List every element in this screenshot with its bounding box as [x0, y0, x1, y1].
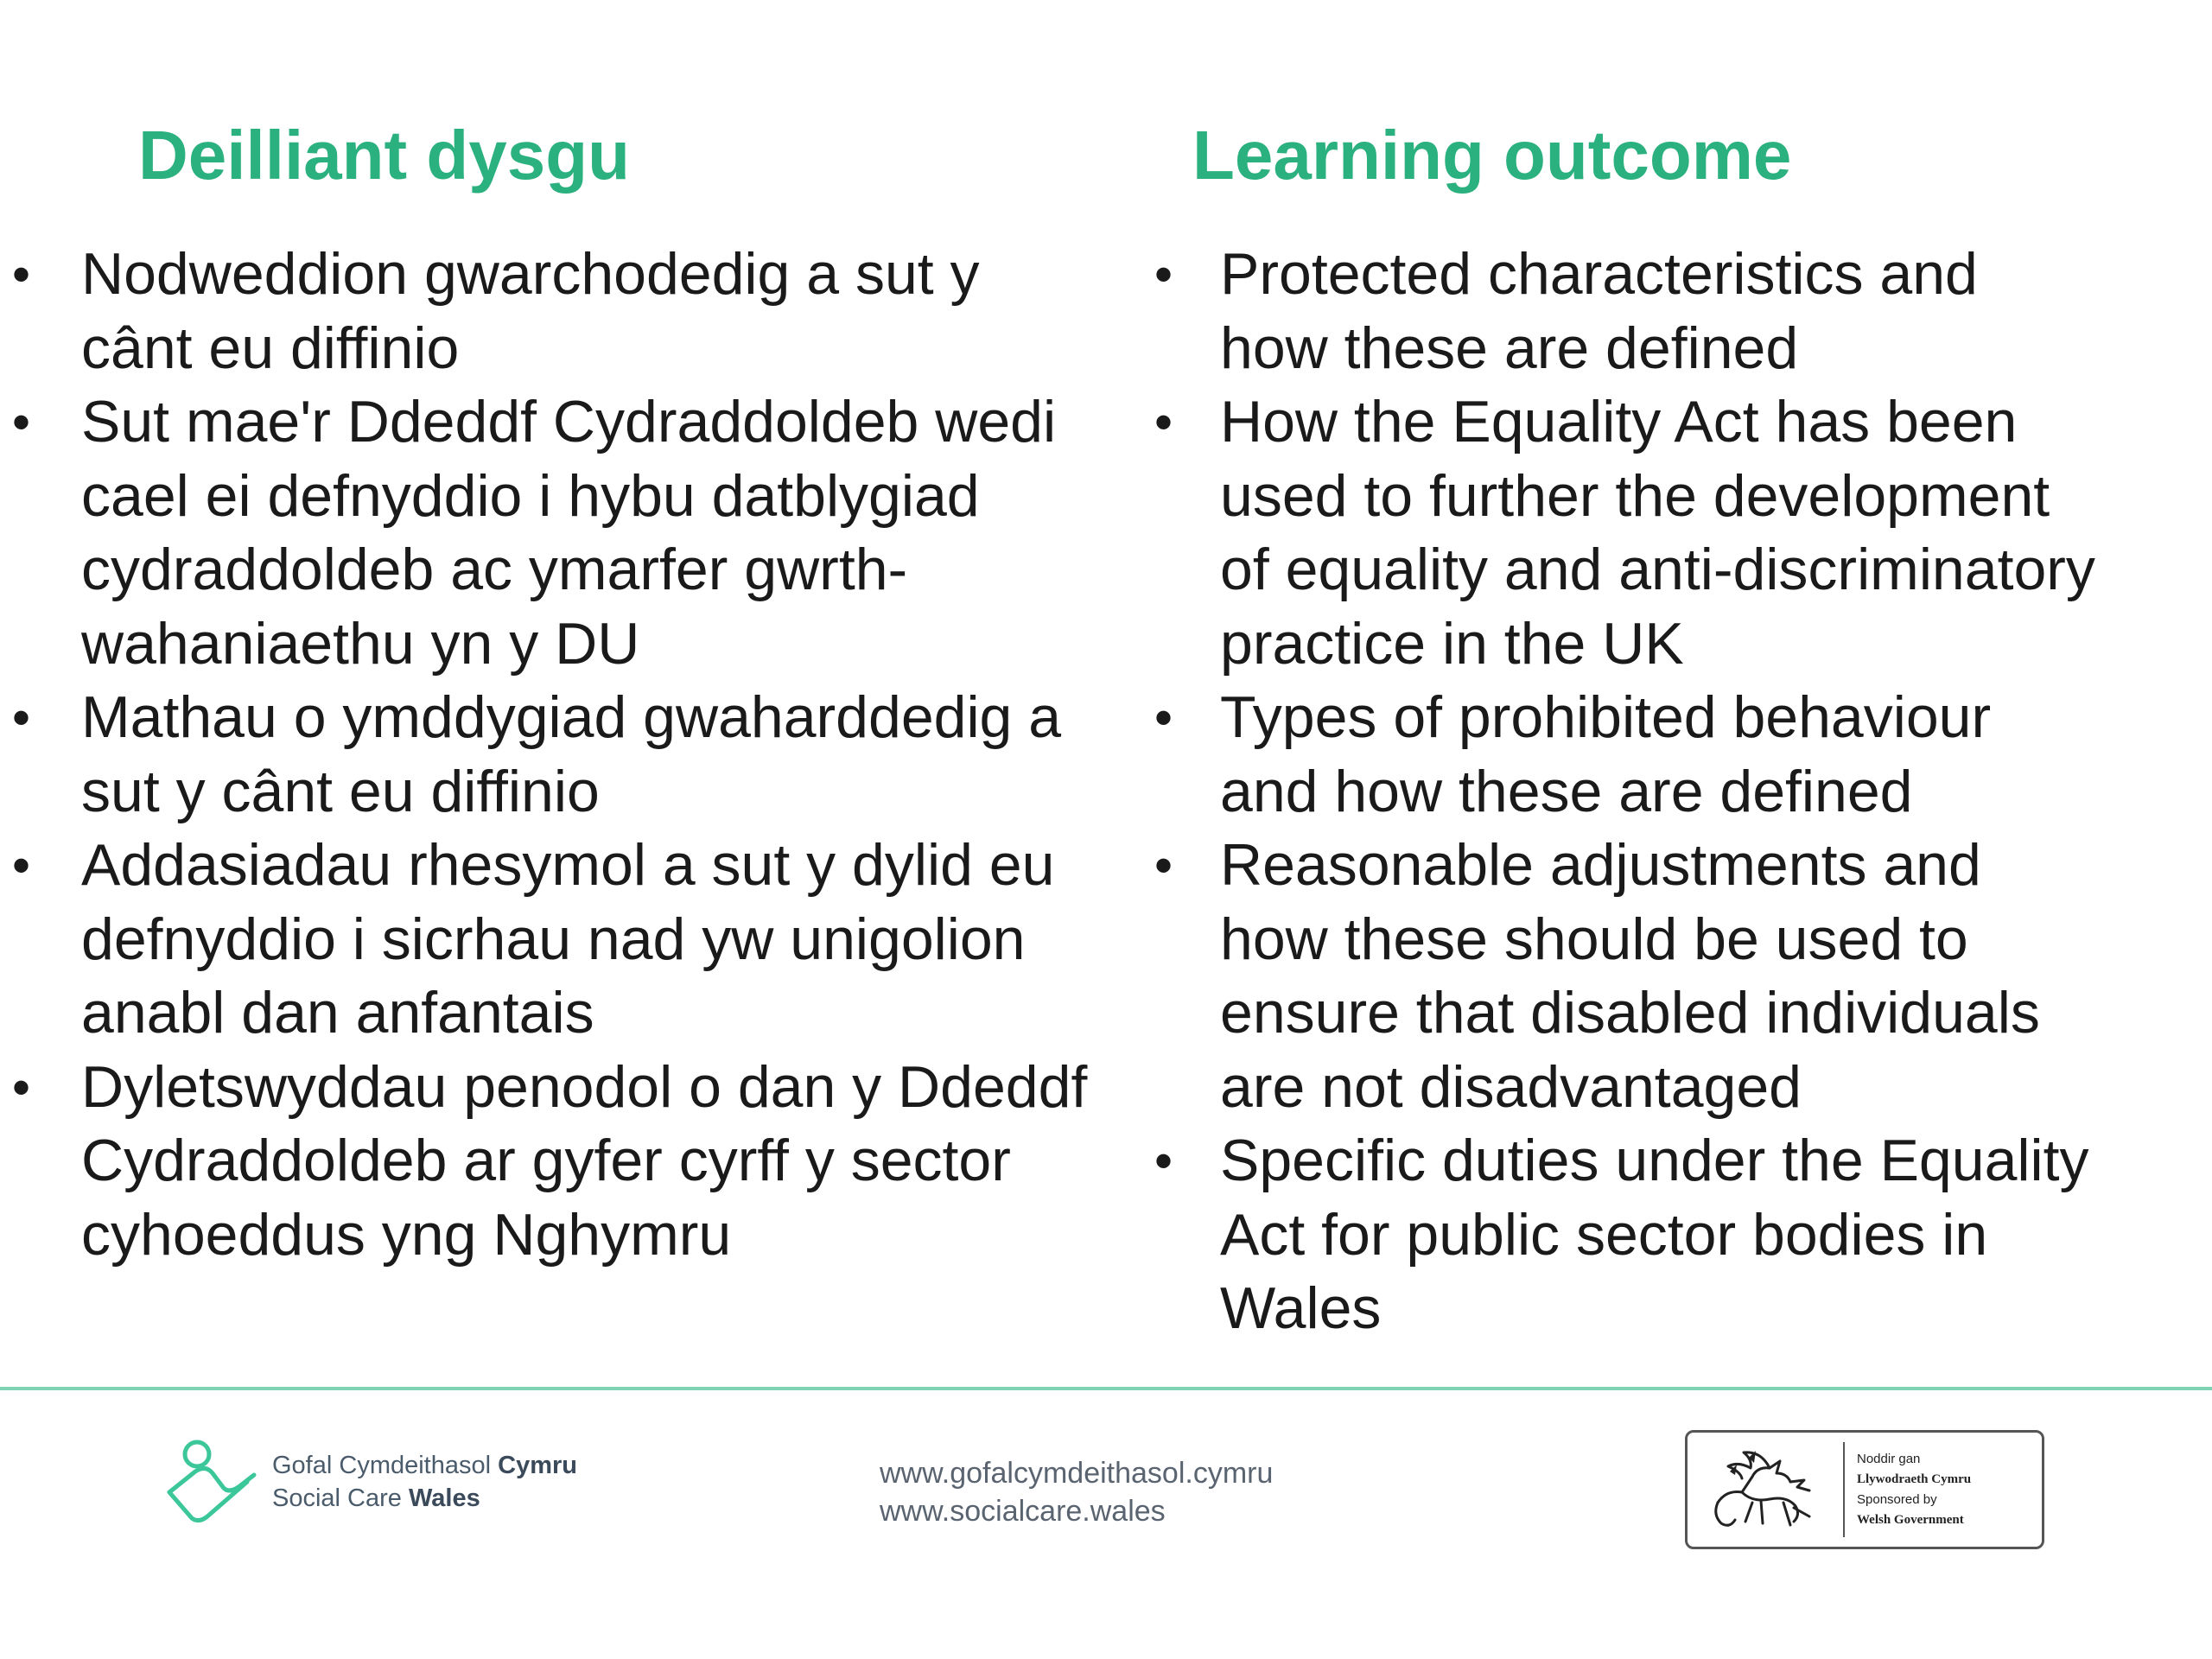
bullet-icon: • — [1154, 1132, 1173, 1190]
list-item-line: and how these are defined — [1220, 758, 1913, 824]
welsh-government-badge — [1685, 1430, 2044, 1549]
bullet-icon: • — [12, 689, 31, 747]
badge-line-sponsored-welsh: Noddir gan — [1857, 1452, 1921, 1466]
welsh-bullet-list — [0, 238, 1087, 1272]
list-item-line: how these are defined — [1220, 315, 1799, 381]
list-item-line: Specific duties under the Equality — [1220, 1128, 2089, 1193]
list-item-line: wahaniaethu yn y DU — [81, 610, 640, 677]
footer-urls — [880, 1454, 1273, 1530]
english-bullet-list — [1139, 238, 2095, 1346]
list-item — [1139, 681, 2095, 829]
welsh-dragon-icon — [1688, 1438, 1843, 1541]
list-item — [0, 385, 1087, 681]
list-item-line: Reasonable adjustments and — [1220, 832, 1981, 898]
list-item-line: are not disadvantaged — [1220, 1053, 1802, 1120]
welsh-heading: Deilliant dysgu — [138, 117, 630, 194]
list-item-line: of equality and anti-discriminatory — [1220, 537, 2095, 602]
list-item — [0, 681, 1087, 829]
list-item-line: Addasiadau rhesymol a sut y dylid eu — [81, 832, 1055, 898]
list-item — [1139, 829, 2095, 1124]
list-item-line: cânt eu diffinio — [81, 315, 460, 381]
welsh-url[interactable]: www.gofalcymdeithasol.cymru — [880, 1457, 1274, 1490]
list-item-line: Act for public sector bodies in — [1220, 1201, 1988, 1268]
list-item-line: practice in the UK — [1220, 610, 1684, 677]
logo-english-name-bold: Wales — [408, 1484, 480, 1512]
list-item-line: ensure that disabled individuals — [1220, 980, 2040, 1046]
list-item-line: cyhoeddus yng Nghymru — [81, 1201, 732, 1268]
list-item — [1139, 385, 2095, 681]
bullet-icon: • — [1154, 393, 1173, 451]
list-item — [1139, 1124, 2095, 1346]
bullet-icon: • — [1154, 245, 1173, 303]
bullet-icon: • — [1154, 689, 1173, 747]
list-item — [0, 1051, 1087, 1273]
list-item — [0, 829, 1087, 1051]
list-item-line: used to further the development — [1220, 462, 2050, 529]
social-care-wales-logo-icon — [161, 1439, 260, 1525]
badge-divider — [1843, 1442, 1845, 1537]
english-heading: Learning outcome — [1192, 117, 1792, 194]
list-item-line: Nodweddion gwarchodedig a sut y — [81, 241, 980, 307]
badge-line-sponsored-english: Sponsored by — [1857, 1492, 1937, 1507]
list-item-line: anabl dan anfantais — [81, 980, 594, 1046]
list-item-line: how these should be used to — [1220, 906, 1968, 972]
bullet-icon: • — [12, 245, 31, 303]
list-item-line: Mathau o ymddygiad gwaharddedig a — [81, 684, 1062, 750]
bullet-icon: • — [12, 393, 31, 451]
list-item — [0, 238, 1087, 385]
list-item-line: Sut mae'r Ddeddf Cydraddoldeb wedi — [81, 389, 1057, 454]
list-item-line: Types of prohibited behaviour — [1220, 684, 1992, 750]
footer-divider — [0, 1387, 2212, 1390]
list-item-line: cael ei defnyddio i hybu datblygiad — [81, 462, 980, 529]
list-item — [1139, 238, 2095, 385]
social-care-wales-logo — [161, 1439, 577, 1525]
badge-line-gov-english: Welsh Government — [1857, 1513, 1964, 1527]
list-item-line: defnyddio i sicrhau nad yw unigolion — [81, 906, 1026, 972]
bullet-icon: • — [1154, 836, 1173, 894]
list-item-line: Cydraddoldeb ar gyfer cyrff y sector — [81, 1128, 1011, 1193]
logo-wordmark — [272, 1449, 577, 1515]
badge-line-gov-welsh: Llywodraeth Cymru — [1857, 1472, 1972, 1486]
bullet-icon: • — [12, 1058, 31, 1116]
logo-welsh-name-bold: Cymru — [498, 1452, 577, 1479]
list-item-line: Dyletswyddau penodol o dan y Ddeddf — [81, 1053, 1088, 1120]
list-item-line: cydraddoldeb ac ymarfer gwrth- — [81, 537, 908, 602]
badge-text — [1857, 1449, 1971, 1530]
list-item-line: Wales — [1220, 1275, 1382, 1341]
list-item-line: sut y cânt eu diffinio — [81, 758, 600, 824]
logo-welsh-name: Gofal Cymdeithasol — [272, 1452, 499, 1479]
list-item-line: How the Equality Act has been — [1220, 389, 2018, 454]
logo-english-name: Social Care — [272, 1484, 409, 1512]
english-url[interactable]: www.socialcare.wales — [880, 1495, 1166, 1528]
bullet-icon: • — [12, 836, 31, 894]
list-item-line: Protected characteristics and — [1220, 241, 1978, 307]
